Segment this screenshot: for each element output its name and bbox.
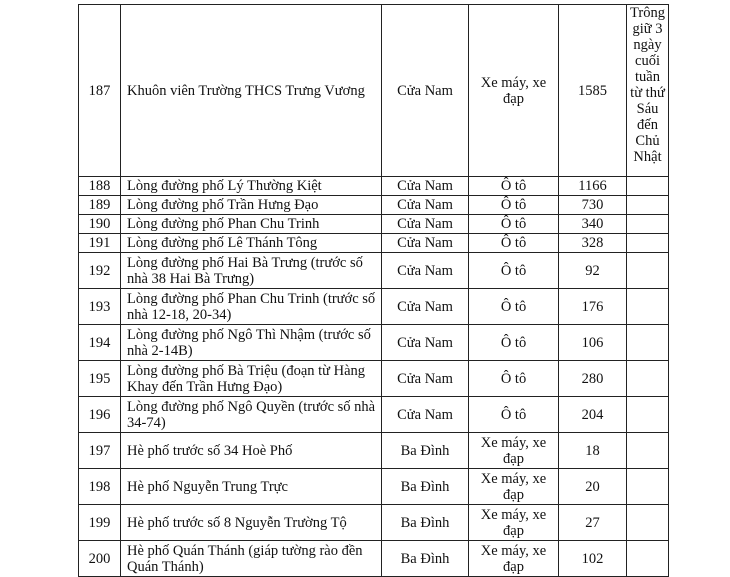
row-ward: Cửa Nam bbox=[382, 253, 469, 289]
row-number: 199 bbox=[79, 505, 121, 541]
table-row bbox=[79, 177, 669, 196]
row-note bbox=[627, 397, 669, 433]
row-number: 198 bbox=[79, 469, 121, 505]
row-capacity: 27 bbox=[559, 505, 627, 541]
row-capacity: 328 bbox=[559, 234, 627, 253]
row-capacity: 340 bbox=[559, 215, 627, 234]
row-capacity: 20 bbox=[559, 469, 627, 505]
row-note bbox=[627, 177, 669, 196]
row-note bbox=[627, 361, 669, 397]
row-ward: Ba Đình bbox=[382, 541, 469, 577]
table-row bbox=[79, 234, 669, 253]
row-ward: Ba Đình bbox=[382, 469, 469, 505]
row-number: 190 bbox=[79, 215, 121, 234]
row-location: Hè phố trước số 34 Hoè Phố bbox=[121, 433, 382, 469]
table-row bbox=[79, 541, 669, 577]
row-note bbox=[627, 253, 669, 289]
row-number: 191 bbox=[79, 234, 121, 253]
row-vehicle: Ô tô bbox=[469, 361, 559, 397]
row-number: 196 bbox=[79, 397, 121, 433]
row-capacity: 176 bbox=[559, 289, 627, 325]
row-capacity: 280 bbox=[559, 361, 627, 397]
row-number: 187 bbox=[79, 5, 121, 177]
row-ward: Cửa Nam bbox=[382, 177, 469, 196]
table-row bbox=[79, 469, 669, 505]
row-note bbox=[627, 541, 669, 577]
table-row bbox=[79, 253, 669, 289]
row-vehicle: Xe máy, xe đạp bbox=[469, 433, 559, 469]
row-vehicle: Ô tô bbox=[469, 215, 559, 234]
row-location: Lòng đường phố Phan Chu Trinh bbox=[121, 215, 382, 234]
document-page bbox=[78, 4, 668, 577]
row-ward: Cửa Nam bbox=[382, 397, 469, 433]
row-note bbox=[627, 196, 669, 215]
row-note bbox=[627, 215, 669, 234]
row-number: 200 bbox=[79, 541, 121, 577]
row-vehicle: Ô tô bbox=[469, 289, 559, 325]
row-location: Lòng đường phố Hai Bà Trưng (trước số nhà 38 Hai Bà Trưng) bbox=[121, 253, 382, 289]
table-row bbox=[79, 505, 669, 541]
row-capacity: 1585 bbox=[559, 5, 627, 177]
row-capacity: 730 bbox=[559, 196, 627, 215]
row-location: Hè phố Quán Thánh (giáp tường rào đền Quán Thánh) bbox=[121, 541, 382, 577]
row-vehicle: Ô tô bbox=[469, 177, 559, 196]
row-note bbox=[627, 505, 669, 541]
row-number: 195 bbox=[79, 361, 121, 397]
row-capacity: 106 bbox=[559, 325, 627, 361]
row-ward: Ba Đình bbox=[382, 433, 469, 469]
row-location: Hè phố trước số 8 Nguyễn Trường Tộ bbox=[121, 505, 382, 541]
row-ward: Cửa Nam bbox=[382, 234, 469, 253]
row-number: 193 bbox=[79, 289, 121, 325]
table-row bbox=[79, 325, 669, 361]
row-location: Lòng đường phố Lê Thánh Tông bbox=[121, 234, 382, 253]
row-ward: Cửa Nam bbox=[382, 325, 469, 361]
row-ward: Cửa Nam bbox=[382, 196, 469, 215]
row-capacity: 92 bbox=[559, 253, 627, 289]
row-note bbox=[627, 325, 669, 361]
row-ward: Cửa Nam bbox=[382, 289, 469, 325]
row-location: Lòng đường phố Ngô Quyền (trước số nhà 34-74) bbox=[121, 397, 382, 433]
row-location: Khuôn viên Trường THCS Trưng Vương bbox=[121, 5, 382, 177]
row-location: Lòng đường phố Bà Triệu (đoạn từ Hàng Khay đến Trần Hưng Đạo) bbox=[121, 361, 382, 397]
row-capacity: 1166 bbox=[559, 177, 627, 196]
row-capacity: 204 bbox=[559, 397, 627, 433]
row-note bbox=[627, 433, 669, 469]
row-ward: Cửa Nam bbox=[382, 361, 469, 397]
row-note: Trông giữ 3 ngày cuối tuần từ thứ Sáu đến Chủ Nhật bbox=[627, 5, 669, 177]
table-row bbox=[79, 215, 669, 234]
row-location: Lòng đường phố Trần Hưng Đạo bbox=[121, 196, 382, 215]
row-location: Lòng đường phố Lý Thường Kiệt bbox=[121, 177, 382, 196]
row-ward: Cửa Nam bbox=[382, 5, 469, 177]
table-row bbox=[79, 196, 669, 215]
row-vehicle: Ô tô bbox=[469, 325, 559, 361]
table-row bbox=[79, 289, 669, 325]
row-vehicle: Ô tô bbox=[469, 397, 559, 433]
row-vehicle: Ô tô bbox=[469, 234, 559, 253]
row-location: Lòng đường phố Phan Chu Trinh (trước số nhà 12-18, 20-34) bbox=[121, 289, 382, 325]
parking-table bbox=[78, 4, 669, 577]
table-row bbox=[79, 5, 669, 177]
table-row bbox=[79, 361, 669, 397]
row-capacity: 18 bbox=[559, 433, 627, 469]
row-note bbox=[627, 289, 669, 325]
row-vehicle: Xe máy, xe đạp bbox=[469, 541, 559, 577]
row-note bbox=[627, 234, 669, 253]
row-number: 192 bbox=[79, 253, 121, 289]
row-vehicle: Xe máy, xe đạp bbox=[469, 505, 559, 541]
row-note bbox=[627, 469, 669, 505]
table-row bbox=[79, 433, 669, 469]
row-vehicle: Xe máy, xe đạp bbox=[469, 5, 559, 177]
row-vehicle: Ô tô bbox=[469, 196, 559, 215]
row-location: Lòng đường phố Ngô Thì Nhậm (trước số nhà 2-14B) bbox=[121, 325, 382, 361]
row-vehicle: Ô tô bbox=[469, 253, 559, 289]
row-vehicle: Xe máy, xe đạp bbox=[469, 469, 559, 505]
row-number: 194 bbox=[79, 325, 121, 361]
row-ward: Cửa Nam bbox=[382, 215, 469, 234]
row-capacity: 102 bbox=[559, 541, 627, 577]
row-number: 189 bbox=[79, 196, 121, 215]
row-number: 188 bbox=[79, 177, 121, 196]
row-location: Hè phố Nguyễn Trung Trực bbox=[121, 469, 382, 505]
row-number: 197 bbox=[79, 433, 121, 469]
row-ward: Ba Đình bbox=[382, 505, 469, 541]
table-row bbox=[79, 397, 669, 433]
